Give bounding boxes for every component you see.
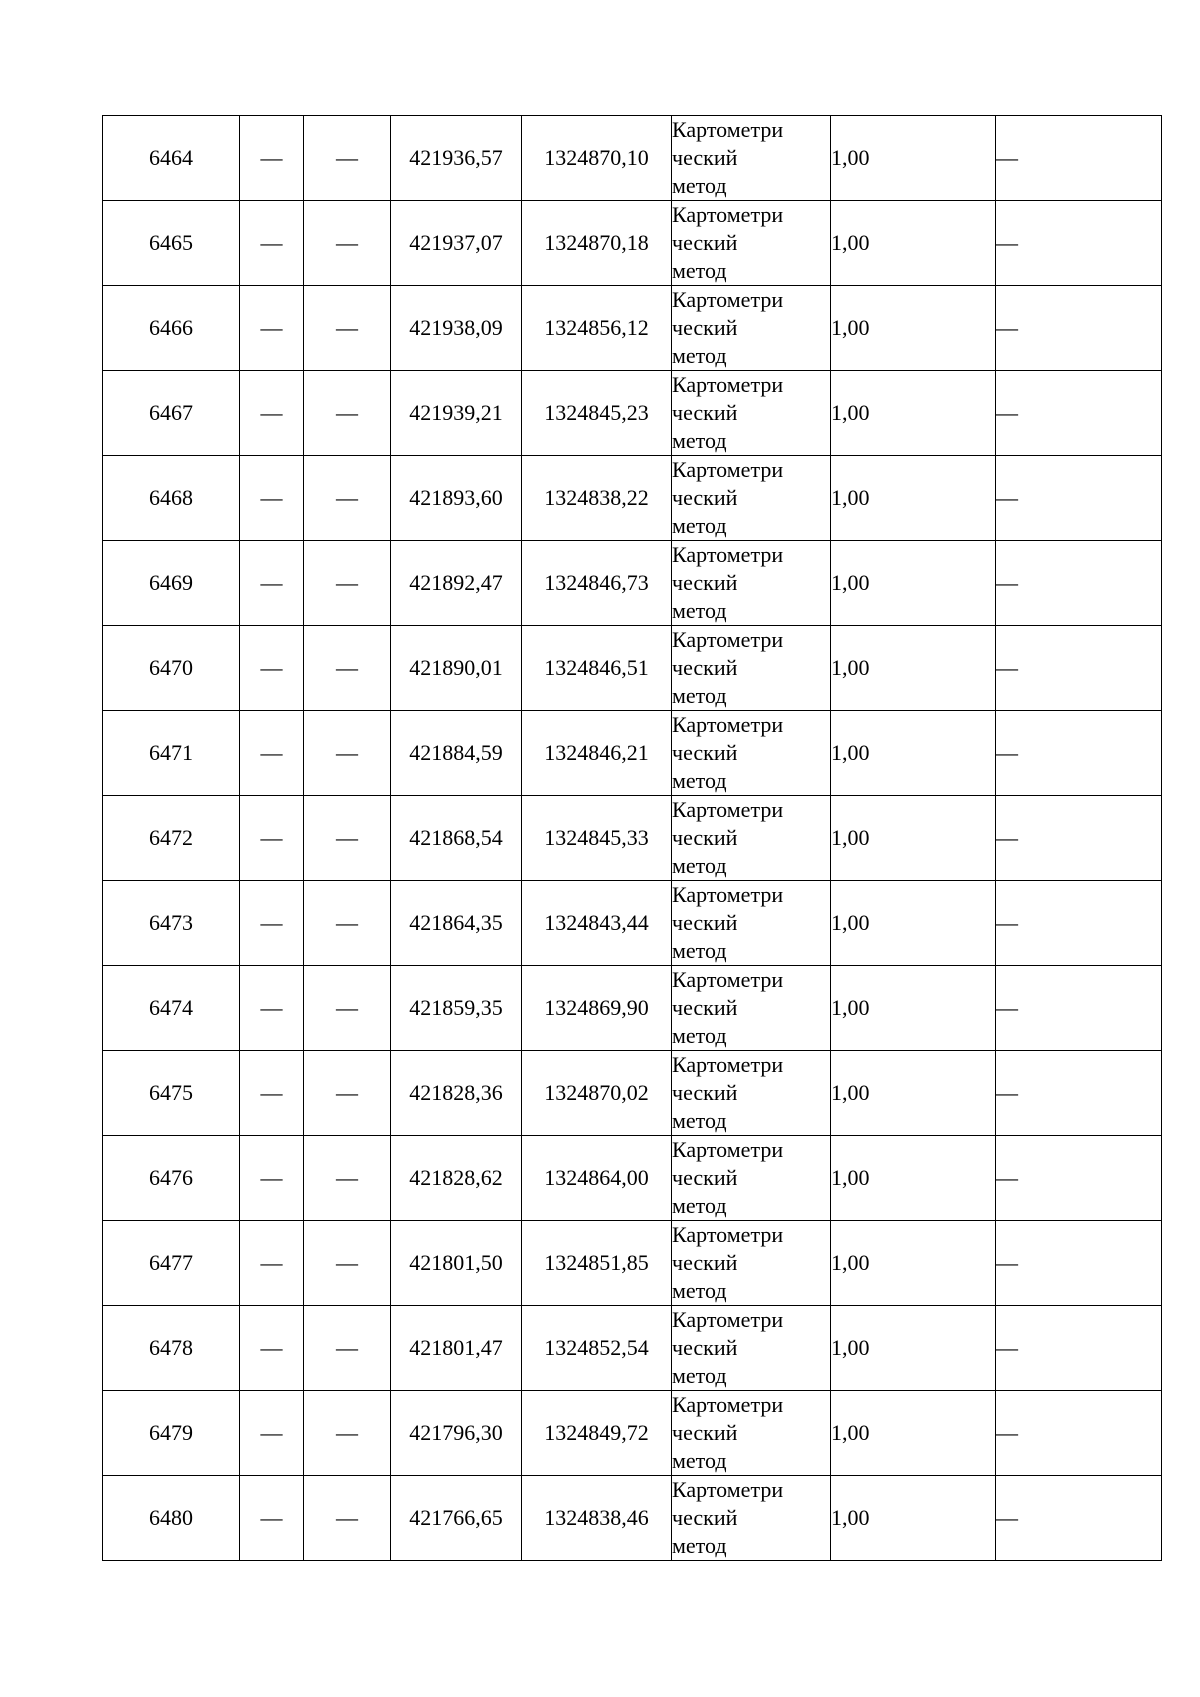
dash-value: — <box>996 570 1018 595</box>
dash-value: — <box>260 1250 283 1275</box>
table-row <box>103 626 1162 711</box>
col8-cell <box>996 796 1162 881</box>
dash-value: — <box>996 1080 1018 1105</box>
dash-value: — <box>260 995 283 1020</box>
dash-value: — <box>336 1335 358 1360</box>
col8-cell <box>996 1221 1162 1306</box>
method-line: ческий <box>672 1505 738 1530</box>
dash-value: — <box>336 995 358 1020</box>
dash-value: — <box>996 910 1018 935</box>
col8-cell <box>996 541 1162 626</box>
method-cell <box>672 1476 831 1561</box>
method-line: Картометри <box>672 287 784 312</box>
method-line: метод <box>672 1363 727 1388</box>
col2-cell <box>240 201 304 286</box>
accuracy-cell: 1,00 <box>831 1136 996 1221</box>
point-number-cell: 6472 <box>103 796 240 881</box>
x-coordinate-cell: 421938,09 <box>391 286 522 371</box>
method-line: ческий <box>672 740 738 765</box>
col8-cell <box>996 286 1162 371</box>
table-row <box>103 966 1162 1051</box>
method-cell <box>672 1051 831 1136</box>
accuracy-cell: 1,00 <box>831 881 996 966</box>
col2-cell <box>240 1391 304 1476</box>
table-row <box>103 1136 1162 1221</box>
col2-cell <box>240 796 304 881</box>
point-number-cell: 6471 <box>103 711 240 796</box>
y-coordinate-cell: 1324846,21 <box>522 711 672 796</box>
point-number-cell: 6468 <box>103 456 240 541</box>
method-line: Картометри <box>672 1477 784 1502</box>
dash-value: — <box>336 825 358 850</box>
dash-value: — <box>336 315 358 340</box>
x-coordinate-cell: 421892,47 <box>391 541 522 626</box>
table-row <box>103 1306 1162 1391</box>
col8-cell <box>996 711 1162 796</box>
dash-value: — <box>260 1080 283 1105</box>
table-row <box>103 711 1162 796</box>
x-coordinate-cell: 421936,57 <box>391 116 522 201</box>
col8-cell <box>996 1306 1162 1391</box>
x-coordinate-cell: 421801,50 <box>391 1221 522 1306</box>
x-coordinate-cell: 421766,65 <box>391 1476 522 1561</box>
col8-cell <box>996 116 1162 201</box>
dash-value: — <box>260 1420 283 1445</box>
dash-value: — <box>336 1165 358 1190</box>
y-coordinate-cell: 1324864,00 <box>522 1136 672 1221</box>
x-coordinate-cell: 421796,30 <box>391 1391 522 1476</box>
y-coordinate-cell: 1324869,90 <box>522 966 672 1051</box>
dash-value: — <box>996 995 1018 1020</box>
point-number-cell: 6470 <box>103 626 240 711</box>
dash-value: — <box>996 740 1018 765</box>
dash-value: — <box>260 1165 283 1190</box>
method-line: Картометри <box>672 542 784 567</box>
dash-value: — <box>260 740 283 765</box>
point-number-cell: 6465 <box>103 201 240 286</box>
x-coordinate-cell: 421801,47 <box>391 1306 522 1391</box>
col2-cell <box>240 1476 304 1561</box>
y-coordinate-cell: 1324845,33 <box>522 796 672 881</box>
dash-value: — <box>260 230 283 255</box>
accuracy-cell: 1,00 <box>831 456 996 541</box>
point-number-cell: 6474 <box>103 966 240 1051</box>
y-coordinate-cell: 1324843,44 <box>522 881 672 966</box>
accuracy-cell: 1,00 <box>831 1051 996 1136</box>
method-line: ческий <box>672 400 738 425</box>
accuracy-cell: 1,00 <box>831 1306 996 1391</box>
method-line: Картометри <box>672 1222 784 1247</box>
dash-value: — <box>336 1080 358 1105</box>
dash-value: — <box>260 1505 283 1530</box>
col8-cell <box>996 1136 1162 1221</box>
dash-value: — <box>260 315 283 340</box>
method-line: метод <box>672 598 727 623</box>
method-cell <box>672 116 831 201</box>
col3-cell <box>304 966 391 1051</box>
method-line: Картометри <box>672 1392 784 1417</box>
x-coordinate-cell: 421884,59 <box>391 711 522 796</box>
x-coordinate-cell: 421859,35 <box>391 966 522 1051</box>
method-line: метод <box>672 513 727 538</box>
method-line: Картометри <box>672 797 784 822</box>
accuracy-cell: 1,00 <box>831 371 996 456</box>
col3-cell <box>304 541 391 626</box>
col2-cell <box>240 1051 304 1136</box>
col2-cell <box>240 881 304 966</box>
dash-value: — <box>996 145 1018 170</box>
y-coordinate-cell: 1324851,85 <box>522 1221 672 1306</box>
method-line: ческий <box>672 485 738 510</box>
method-line: ческий <box>672 570 738 595</box>
dash-value: — <box>336 230 358 255</box>
method-cell <box>672 286 831 371</box>
dash-value: — <box>260 145 283 170</box>
table-body <box>103 116 1162 1561</box>
method-cell <box>672 1306 831 1391</box>
method-cell <box>672 626 831 711</box>
dash-value: — <box>996 1505 1018 1530</box>
col3-cell <box>304 116 391 201</box>
method-line: ческий <box>672 910 738 935</box>
dash-value: — <box>336 400 358 425</box>
dash-value: — <box>996 230 1018 255</box>
method-line: ческий <box>672 655 738 680</box>
method-line: метод <box>672 343 727 368</box>
table-row <box>103 541 1162 626</box>
method-line: Картометри <box>672 1052 784 1077</box>
dash-value: — <box>260 910 283 935</box>
method-line: метод <box>672 683 727 708</box>
dash-value: — <box>996 1250 1018 1275</box>
dash-value: — <box>996 825 1018 850</box>
y-coordinate-cell: 1324852,54 <box>522 1306 672 1391</box>
method-line: метод <box>672 938 727 963</box>
col3-cell <box>304 201 391 286</box>
col3-cell <box>304 1136 391 1221</box>
method-line: ческий <box>672 995 738 1020</box>
method-line: метод <box>672 1448 727 1473</box>
y-coordinate-cell: 1324870,10 <box>522 116 672 201</box>
point-number-cell: 6467 <box>103 371 240 456</box>
dash-value: — <box>260 1335 283 1360</box>
accuracy-cell: 1,00 <box>831 626 996 711</box>
method-line: Картометри <box>672 202 784 227</box>
dash-value: — <box>996 1165 1018 1190</box>
col8-cell <box>996 456 1162 541</box>
dash-value: — <box>260 485 283 510</box>
col3-cell <box>304 286 391 371</box>
method-line: Картометри <box>672 627 784 652</box>
dash-value: — <box>260 655 283 680</box>
point-number-cell: 6480 <box>103 1476 240 1561</box>
col3-cell <box>304 1051 391 1136</box>
col8-cell <box>996 1476 1162 1561</box>
col8-cell <box>996 626 1162 711</box>
dash-value: — <box>260 570 283 595</box>
method-line: метод <box>672 853 727 878</box>
method-line: метод <box>672 1533 727 1558</box>
x-coordinate-cell: 421893,60 <box>391 456 522 541</box>
col3-cell <box>304 371 391 456</box>
col2-cell <box>240 456 304 541</box>
dash-value: — <box>336 145 358 170</box>
point-number-cell: 6475 <box>103 1051 240 1136</box>
method-line: Картометри <box>672 967 784 992</box>
dash-value: — <box>336 1250 358 1275</box>
dash-value: — <box>996 1420 1018 1445</box>
method-line: Картометри <box>672 117 784 142</box>
col8-cell <box>996 201 1162 286</box>
col3-cell <box>304 881 391 966</box>
accuracy-cell: 1,00 <box>831 1476 996 1561</box>
method-cell <box>672 1391 831 1476</box>
method-line: ческий <box>672 1080 738 1105</box>
dash-value: — <box>996 485 1018 510</box>
table-row <box>103 456 1162 541</box>
accuracy-cell: 1,00 <box>831 1391 996 1476</box>
col2-cell <box>240 711 304 796</box>
dash-value: — <box>996 315 1018 340</box>
method-cell <box>672 1136 831 1221</box>
coordinates-table <box>102 115 1162 1561</box>
accuracy-cell: 1,00 <box>831 201 996 286</box>
method-line: метод <box>672 1023 727 1048</box>
col2-cell <box>240 1221 304 1306</box>
method-cell <box>672 966 831 1051</box>
method-cell <box>672 541 831 626</box>
col2-cell <box>240 541 304 626</box>
method-line: ческий <box>672 315 738 340</box>
point-number-cell: 6473 <box>103 881 240 966</box>
method-line: ческий <box>672 1420 738 1445</box>
col2-cell <box>240 1136 304 1221</box>
col8-cell <box>996 1051 1162 1136</box>
method-line: метод <box>672 173 727 198</box>
x-coordinate-cell: 421828,62 <box>391 1136 522 1221</box>
dash-value: — <box>996 1335 1018 1360</box>
method-line: ческий <box>672 1335 738 1360</box>
table-row <box>103 1221 1162 1306</box>
table-row <box>103 1391 1162 1476</box>
table-row <box>103 371 1162 456</box>
col8-cell <box>996 371 1162 456</box>
method-line: ческий <box>672 825 738 850</box>
table-row <box>103 881 1162 966</box>
method-line: Картометри <box>672 457 784 482</box>
point-number-cell: 6469 <box>103 541 240 626</box>
method-cell <box>672 371 831 456</box>
col3-cell <box>304 711 391 796</box>
x-coordinate-cell: 421937,07 <box>391 201 522 286</box>
x-coordinate-cell: 421828,36 <box>391 1051 522 1136</box>
dash-value: — <box>336 570 358 595</box>
dash-value: — <box>996 655 1018 680</box>
table-row <box>103 796 1162 881</box>
col8-cell <box>996 881 1162 966</box>
dash-value: — <box>336 485 358 510</box>
y-coordinate-cell: 1324856,12 <box>522 286 672 371</box>
accuracy-cell: 1,00 <box>831 966 996 1051</box>
method-cell <box>672 796 831 881</box>
table-row <box>103 201 1162 286</box>
method-line: Картометри <box>672 712 784 737</box>
method-cell <box>672 881 831 966</box>
x-coordinate-cell: 421864,35 <box>391 881 522 966</box>
col2-cell <box>240 966 304 1051</box>
method-line: Картометри <box>672 882 784 907</box>
method-cell <box>672 201 831 286</box>
col3-cell <box>304 1476 391 1561</box>
col3-cell <box>304 626 391 711</box>
method-line: метод <box>672 1278 727 1303</box>
point-number-cell: 6464 <box>103 116 240 201</box>
col3-cell <box>304 1221 391 1306</box>
col2-cell <box>240 626 304 711</box>
method-line: ческий <box>672 1165 738 1190</box>
col3-cell <box>304 456 391 541</box>
dash-value: — <box>336 910 358 935</box>
y-coordinate-cell: 1324846,73 <box>522 541 672 626</box>
point-number-cell: 6476 <box>103 1136 240 1221</box>
table-row <box>103 1051 1162 1136</box>
accuracy-cell: 1,00 <box>831 541 996 626</box>
method-line: метод <box>672 1193 727 1218</box>
y-coordinate-cell: 1324846,51 <box>522 626 672 711</box>
col2-cell <box>240 116 304 201</box>
method-line: ческий <box>672 230 738 255</box>
y-coordinate-cell: 1324838,22 <box>522 456 672 541</box>
accuracy-cell: 1,00 <box>831 796 996 881</box>
method-cell <box>672 711 831 796</box>
col3-cell <box>304 1306 391 1391</box>
method-line: метод <box>672 428 727 453</box>
point-number-cell: 6466 <box>103 286 240 371</box>
dash-value: — <box>336 655 358 680</box>
dash-value: — <box>260 400 283 425</box>
table-row <box>103 1476 1162 1561</box>
method-line: метод <box>672 258 727 283</box>
point-number-cell: 6477 <box>103 1221 240 1306</box>
method-line: Картометри <box>672 372 784 397</box>
y-coordinate-cell: 1324870,18 <box>522 201 672 286</box>
y-coordinate-cell: 1324870,02 <box>522 1051 672 1136</box>
accuracy-cell: 1,00 <box>831 286 996 371</box>
method-line: Картометри <box>672 1137 784 1162</box>
table-row <box>103 116 1162 201</box>
x-coordinate-cell: 421939,21 <box>391 371 522 456</box>
method-cell <box>672 1221 831 1306</box>
y-coordinate-cell: 1324838,46 <box>522 1476 672 1561</box>
col8-cell <box>996 1391 1162 1476</box>
method-line: ческий <box>672 1250 738 1275</box>
y-coordinate-cell: 1324849,72 <box>522 1391 672 1476</box>
col3-cell <box>304 796 391 881</box>
col3-cell <box>304 1391 391 1476</box>
method-cell <box>672 456 831 541</box>
point-number-cell: 6478 <box>103 1306 240 1391</box>
table-row <box>103 286 1162 371</box>
col2-cell <box>240 371 304 456</box>
point-number-cell: 6479 <box>103 1391 240 1476</box>
accuracy-cell: 1,00 <box>831 116 996 201</box>
x-coordinate-cell: 421868,54 <box>391 796 522 881</box>
accuracy-cell: 1,00 <box>831 711 996 796</box>
col2-cell <box>240 286 304 371</box>
accuracy-cell: 1,00 <box>831 1221 996 1306</box>
method-line: ческий <box>672 145 738 170</box>
dash-value: — <box>336 1420 358 1445</box>
method-line: метод <box>672 768 727 793</box>
col2-cell <box>240 1306 304 1391</box>
method-line: Картометри <box>672 1307 784 1332</box>
dash-value: — <box>336 1505 358 1530</box>
col8-cell <box>996 966 1162 1051</box>
dash-value: — <box>260 825 283 850</box>
x-coordinate-cell: 421890,01 <box>391 626 522 711</box>
y-coordinate-cell: 1324845,23 <box>522 371 672 456</box>
method-line: метод <box>672 1108 727 1133</box>
dash-value: — <box>996 400 1018 425</box>
dash-value: — <box>336 740 358 765</box>
